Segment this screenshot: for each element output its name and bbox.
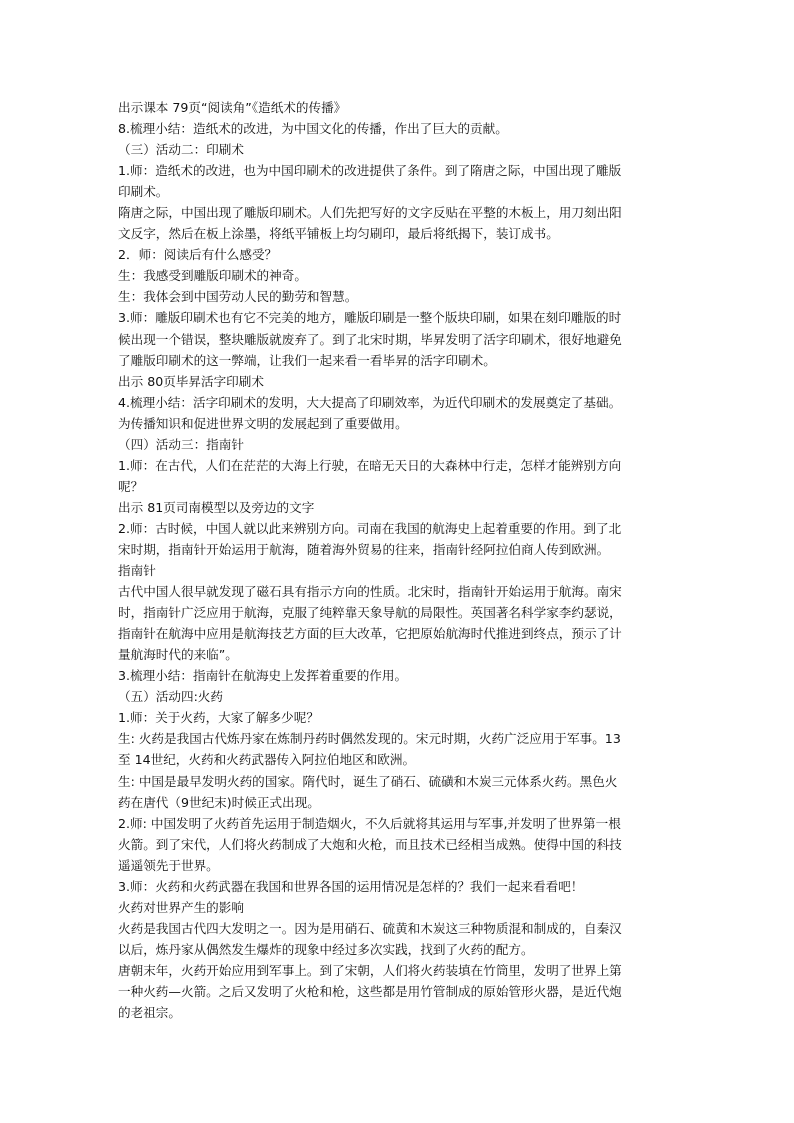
text-line: 3.师：火药和火药武器在我国和世界各国的运用情况是怎样的？我们一起来看看吧！	[118, 878, 584, 894]
text-line: 印刷术。	[118, 184, 169, 200]
text-line: 3.师：雕版印刷术也有它不完美的地方，雕版印刷是一整个版块印刷，如果在刻印雕版的时	[118, 310, 622, 326]
text-line: 1.师：关于火药，大家了解多少呢？	[118, 710, 319, 726]
text-line: 唐朝末年，火药开始应用到军事上。到了宋朝，人们将火药装填在竹筒里，发明了世界上第	[118, 962, 622, 978]
text-line: 3.梳理小结：指南针在航海史上发挥着重要的作用。	[118, 668, 408, 684]
text-line: 候出现一个错误，整块雕版就废弃了。到了北宋时期，毕昇发明了活字印刷术，很好地避免	[118, 331, 622, 347]
text-line: 以后，炼丹家从偶然发生爆炸的现象中经过多次实践，找到了火药的配方。	[118, 941, 534, 957]
text-line: 4.梳理小结：活字印刷术的发明，大大提高了印刷效率，为近代印刷术的发展奠定了基础。	[118, 394, 622, 410]
text-line: 宋时期，指南针开始运用于航海，随着海外贸易的往来，指南针经阿拉伯商人传到欧洲。	[118, 541, 610, 557]
text-line: 2.师：古时候，中国人就以此来辨别方向。司南在我国的航海史上起着重要的作用。到了北	[118, 520, 622, 536]
text-line: 呢？	[118, 478, 144, 494]
text-line: 遥遥领先于世界。	[118, 857, 219, 873]
text-line: 1.师：在古代，人们在茫茫的大海上行驶，在暗无天日的大森林中行走，怎样才能辨别方向	[118, 457, 622, 473]
text-line: 量航海时代的来临”。	[118, 647, 238, 663]
text-line: 出示 81页司南模型以及旁边的文字	[118, 499, 315, 515]
section-heading: （四）活动三：指南针	[118, 436, 244, 452]
text-line: 2.师: 中国发明了火药首先运用于制造烟火，不久后就将其运用与军事,并发明了世界第一根	[118, 815, 621, 831]
text-line: 生：我体会到中国劳动人民的勤劳和智慧。	[118, 289, 358, 305]
document-page	[118, 97, 684, 1023]
text-line: 火箭。到了宋代，人们将火药制成了大炮和火枪，而且技术已经相当成熟。使得中国的科技	[118, 836, 622, 852]
text-line: 生: 火药是我国古代炼丹家在炼制丹药时偶然发现的。宋元时期，火药广泛应用于军事。13	[118, 731, 621, 747]
subheading: 火药对世界产生的影响	[118, 899, 244, 915]
text-line: 生：我感受到雕版印刷术的神奇。	[118, 268, 307, 284]
text-line: 出示课本 79页“阅读角”《造纸术的传播》	[118, 100, 347, 115]
text-line: 古代中国人很早就发现了磁石具有指示方向的性质。北宋时，指南针开始运用于航海。南宋	[118, 584, 622, 600]
subheading: 指南针	[118, 563, 156, 579]
text-line: 文反字，然后在板上涂墨，将纸平铺板上均匀刷印，最后将纸揭下，装订成书。	[118, 226, 559, 242]
text-line: 1.师：造纸术的改进，也为中国印刷术的改进提供了条件。到了隋唐之际，中国出现了雕版	[118, 163, 622, 179]
section-heading: （三）活动二：印刷术	[118, 142, 244, 158]
text-line: 隋唐之际，中国出现了雕版印刷术。人们先把写好的文字反贴在平整的木板上，用刀刻出阳	[118, 205, 622, 221]
section-heading: （五）活动四:火药	[118, 689, 223, 705]
text-line: 指南针在航海中应用是航海技艺方面的巨大改革，它把原始航海时代推进到终点，预示了计	[118, 626, 622, 642]
text-line: 药在唐代（9世纪末)时候正式出现。	[118, 794, 320, 810]
text-line: 为传播知识和促进世界文明的发展起到了重要做用。	[118, 415, 408, 431]
text-line: 时，指南针广泛应用于航海，克服了纯粹靠天象导航的局限性。英国著名科学家李约瑟说，	[118, 605, 622, 621]
text-line: 火药是我国古代四大发明之一。因为是用硝石、硫黄和木炭这三种物质混和制成的，自秦汉	[118, 920, 622, 936]
text-line: 8.梳理小结：造纸术的改进，为中国文化的传播，作出了巨大的贡献。	[118, 121, 508, 137]
text-line: 一种火药—火箭。之后又发明了火枪和枪，这些都是用竹管制成的原始管形火器，是近代炮	[118, 983, 622, 999]
text-line: 的老祖宗。	[118, 1005, 181, 1021]
text-line: 至 14世纪，火药和火药武器传入阿拉伯地区和欧洲。	[118, 752, 416, 768]
text-line: 出示 80页毕昇活字印刷术	[118, 373, 264, 389]
text-line: 2．师：阅读后有什么感受？	[118, 247, 278, 263]
text-line: 了雕版印刷术的这一弊端，让我们一起来看一看毕昇的活字印刷术。	[118, 352, 496, 368]
text-line: 生: 中国是最早发明火药的国家。隋代时，诞生了硝石、硫磺和木炭三元体系火药。黑色火	[118, 773, 618, 789]
